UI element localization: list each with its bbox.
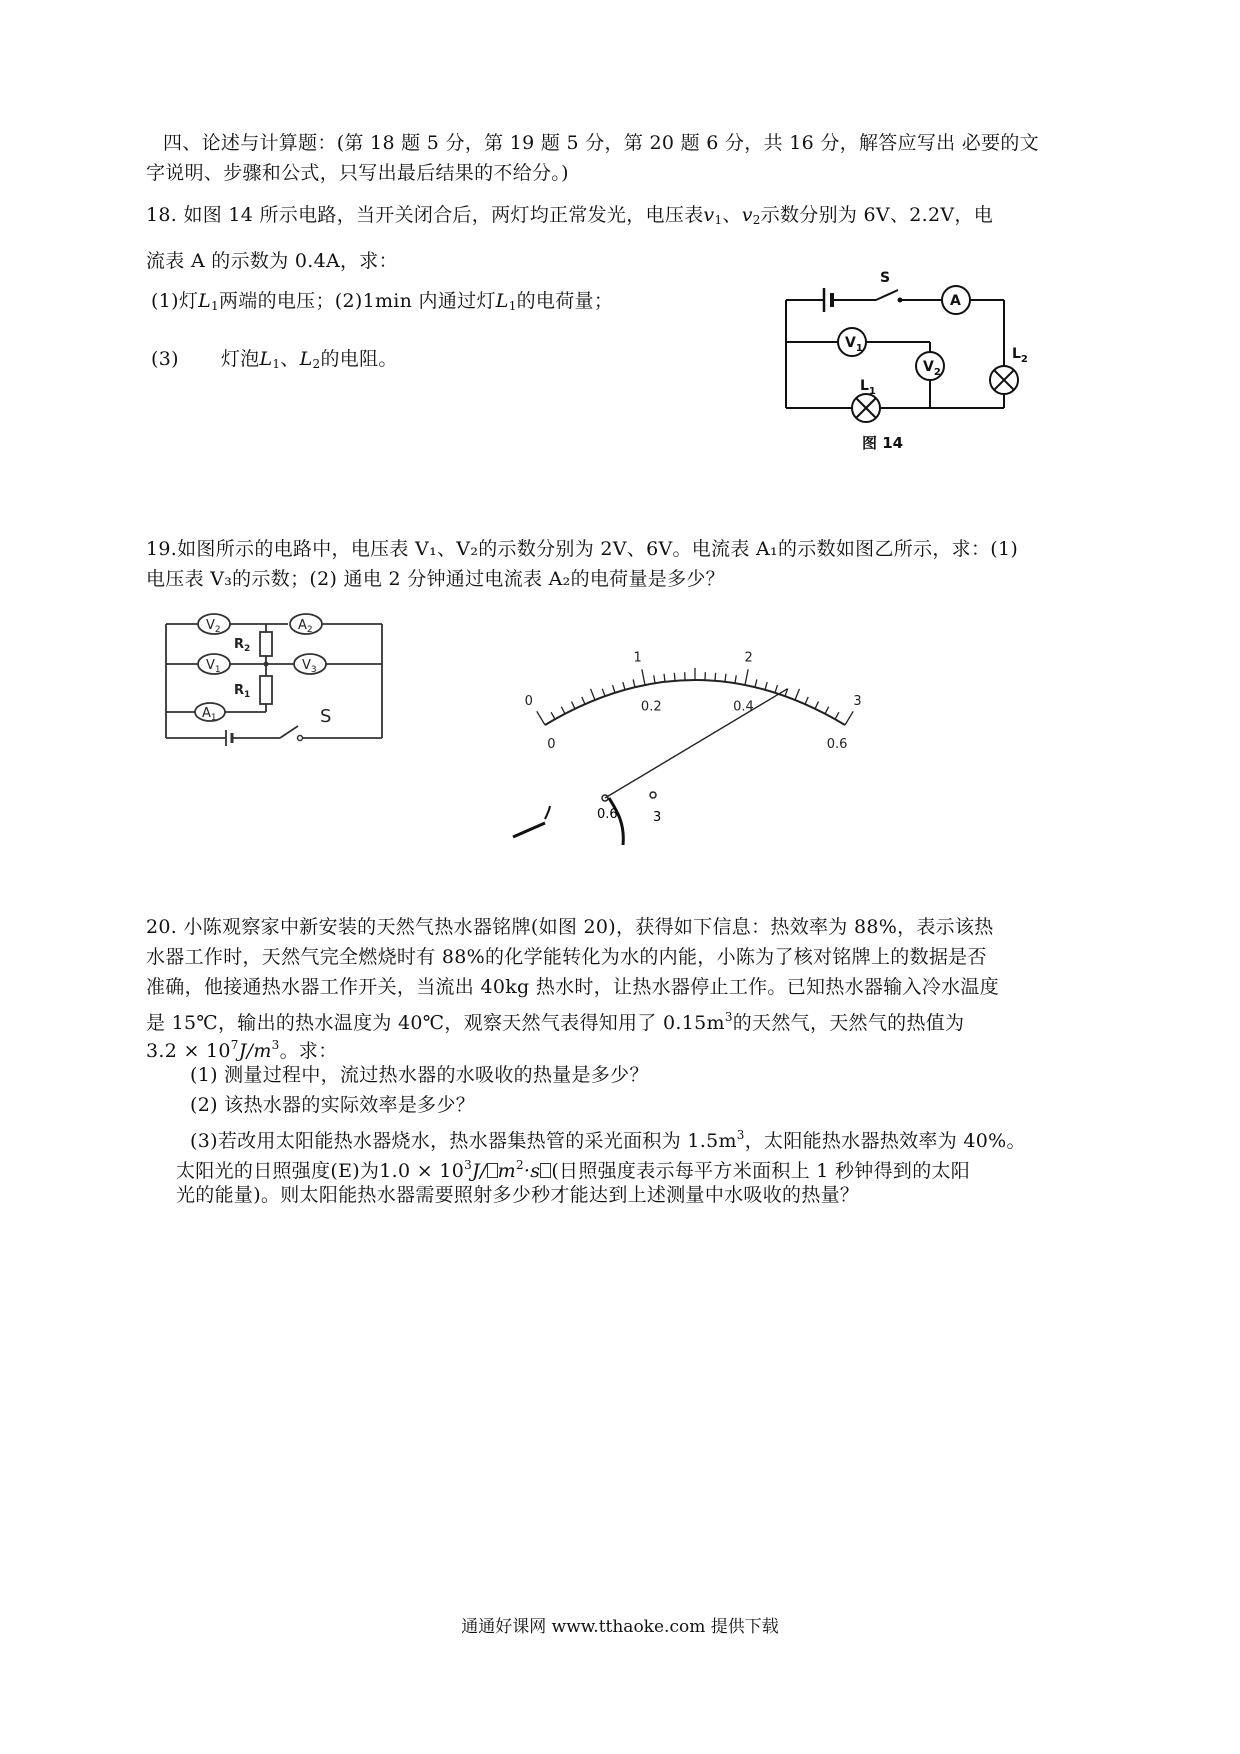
q19-r2-label: $R_2$ bbox=[234, 637, 251, 654]
q20-p3-line2-a: 太阳光的日照强度(E)为 bbox=[176, 1160, 380, 1182]
q18-text-a: 18. 如图 14 所示电路，当开关闭合后，两灯均正常发光，电压表 bbox=[146, 204, 704, 226]
q18-p3-mid: 、 bbox=[280, 348, 300, 370]
q19-line2: 电压表 V₃的示数；(2) 通电 2 分钟通过电流表 A₂的电荷量是多少？ bbox=[146, 568, 725, 590]
q20-intensity-unit-a: J/ bbox=[472, 1160, 487, 1182]
terminal-label-0-6: 0.6 bbox=[597, 807, 618, 822]
q20-line5 bbox=[146, 1032, 338, 1064]
dial-tick bbox=[633, 679, 635, 687]
page-footer: 通通好课网 www.tthaoke.com 提供下载 bbox=[461, 1617, 779, 1637]
q20-part3-line3: 光的能量)。则太阳能热水器需要照射多少秒才能达到上述测量中水吸收的热量？ bbox=[176, 1184, 860, 1206]
q19-line1: 19.如图所示的电路中，电压表 V₁、V₂的示数分别为 2V、6V。电流表 A₁的示数如图乙所示，求：(1) bbox=[146, 538, 1019, 560]
q18-p3-b: 的电阻。 bbox=[320, 348, 398, 370]
dial-tick bbox=[654, 675, 655, 683]
dial-tick bbox=[551, 712, 555, 719]
dial-inner-label: 0.4 bbox=[733, 699, 754, 715]
q20-heat-value: 3.2 × 10 bbox=[146, 1040, 231, 1062]
q20-p3-b: ，太阳能热水器热效率为 40%。 bbox=[744, 1130, 1026, 1152]
q20-intensity: 1.0 × 10 bbox=[379, 1160, 465, 1182]
q18-v1-sub: 1 bbox=[714, 213, 723, 227]
q20-p3-line2-b: (日照强度表示每平方米面积上 1 秒钟得到的太阳 bbox=[551, 1160, 971, 1182]
dial-tick bbox=[735, 675, 736, 683]
q19-a2-label: $A_2$ bbox=[298, 618, 313, 635]
dial-outer-label: 1 bbox=[633, 650, 642, 666]
q18-L1-symbol: L bbox=[198, 290, 212, 312]
q18-v2-symbol: v bbox=[741, 204, 753, 226]
dial-tick bbox=[745, 669, 748, 685]
dial-tick bbox=[664, 674, 665, 682]
dial-pointer bbox=[605, 689, 788, 798]
dial-tick bbox=[561, 707, 565, 714]
q20-part1: (1) 测量过程中，流过热水器的水吸收的热量是多少？ bbox=[190, 1064, 649, 1086]
q20-part2: (2) 该热水器的实际效率是多少？ bbox=[190, 1094, 476, 1116]
q18-L1b-symbol: L bbox=[495, 290, 509, 312]
q20-intensity-unit-c: ·s bbox=[523, 1160, 541, 1182]
q20-heat-value-unit-exp: 3 bbox=[271, 1038, 280, 1052]
fig14-lamp2-label: $L_2$ bbox=[1012, 346, 1028, 365]
dial-tick bbox=[805, 697, 808, 704]
q20-heat-value-exp: 7 bbox=[230, 1038, 239, 1052]
q20-part3-line1 bbox=[190, 1122, 1026, 1154]
q18-part-3 bbox=[151, 346, 398, 377]
q18-v1-symbol: v bbox=[703, 204, 715, 226]
q19-r1-label: $R_1$ bbox=[234, 683, 251, 700]
q18-p3-L2: L bbox=[299, 348, 313, 370]
q18-p3-L1-sub: 1 bbox=[272, 357, 281, 371]
q19-v2-label: $V_2$ bbox=[206, 618, 221, 635]
q18-p3-L1: L bbox=[259, 348, 273, 370]
q20-p3-a: (3)若改用太阳能热水器烧水，热水器集热管的采光面积为 1.5m bbox=[190, 1130, 737, 1152]
dial-outer-label: 3 bbox=[853, 693, 862, 709]
q20-part3-line2 bbox=[176, 1152, 970, 1184]
fig14-caption: 图 14 bbox=[862, 434, 904, 452]
q19-v1-label: $V_1$ bbox=[206, 658, 221, 675]
q18-parts-1-2 bbox=[151, 288, 613, 319]
fig14-v2-label: $V_2$ bbox=[923, 359, 941, 378]
dial-tick bbox=[765, 682, 767, 690]
dial-outer-label: 0 bbox=[524, 693, 533, 709]
dial-tick bbox=[825, 707, 829, 714]
dial-tick bbox=[835, 712, 839, 719]
dial-tick bbox=[815, 702, 818, 709]
q20-line1: 20. 小陈观察家中新安装的天然气热水器铭牌(如图 20)，获得如下信息：热效率为 88%，表示该热 bbox=[146, 916, 994, 938]
q20-line5-b: 。求： bbox=[279, 1040, 338, 1062]
dial-tick bbox=[795, 689, 799, 700]
q18-p3-L2-sub: 2 bbox=[312, 357, 321, 371]
q18-sep: 、 bbox=[722, 204, 742, 226]
q18-line2: 流表 A 的示数为 0.4A，求： bbox=[146, 250, 398, 272]
dial-inner-label: 0.2 bbox=[640, 699, 662, 715]
q20-unit-box-2 bbox=[540, 1163, 551, 1178]
q20-line2: 水器工作时，天然气完全燃烧时有 88%的化学能转化为水的内能，小陈为了核对铭牌上的数据是否 bbox=[146, 946, 987, 968]
q20-line3: 准确，他接通热水器工作开关，当流出 40kg 热水时，让热水器停止工作。已知热水器输入冷水温度 bbox=[146, 976, 1000, 998]
terminal-3 bbox=[650, 792, 656, 798]
dial-inner-label: 0 bbox=[547, 737, 556, 753]
dial-tick bbox=[623, 682, 625, 690]
figure-14 bbox=[770, 248, 1030, 458]
dial-tick bbox=[572, 702, 575, 709]
fig14-ammeter-label: A bbox=[950, 293, 961, 309]
dial-inner-label: 0.6 bbox=[826, 737, 848, 753]
q20-line4-a: 是 15℃，输出的热水温度为 40℃，观察天然气表得知用了 0.15m bbox=[146, 1012, 725, 1034]
dial-tick bbox=[602, 689, 605, 697]
q20-intensity-unit-exp: 2 bbox=[515, 1158, 524, 1172]
terminal-label-3: 3 bbox=[653, 810, 662, 825]
dial-mark-small bbox=[545, 806, 550, 819]
fig14-switch-label: S bbox=[880, 270, 891, 286]
q18-L1b-sub: 1 bbox=[508, 299, 517, 313]
q18-p1-b: 两端的电压；(2)1min 内通过灯 bbox=[218, 290, 496, 312]
q20-heat-value-unit: J/m bbox=[238, 1040, 272, 1062]
q18-p3-num: (3) bbox=[151, 348, 179, 370]
q20-line4-b: 的天然气，天然气的热值为 bbox=[732, 1012, 965, 1034]
q20-intensity-exp: 3 bbox=[464, 1158, 473, 1172]
q20-unit-box-1 bbox=[487, 1163, 498, 1178]
section-heading-line2: 字说明、步骤和公式，只写出最后结果的不给分。) bbox=[146, 162, 569, 184]
q18-line1 bbox=[146, 202, 993, 233]
q19-a1-label: $A_1$ bbox=[202, 706, 217, 723]
dial-tick bbox=[674, 673, 675, 681]
q19-switch-label: S bbox=[320, 706, 332, 727]
dial-outer-label: 2 bbox=[744, 650, 753, 666]
q20-p3-sup: 3 bbox=[736, 1128, 745, 1142]
q18-L1-sub: 1 bbox=[211, 299, 219, 313]
dial-tick bbox=[537, 711, 545, 725]
dial-tick bbox=[845, 711, 853, 725]
q18-text-b: 示数分别为 6V、2.2V，电 bbox=[760, 204, 993, 226]
q18-v2-sub: 2 bbox=[752, 213, 761, 227]
section-heading-line1: 四、论述与计算题：(第 18 题 5 分，第 19 题 5 分，第 20 题 6 分，共 16 分，解答应写出 必要的文 bbox=[163, 132, 1039, 154]
q20-intensity-unit-b: m bbox=[497, 1160, 516, 1182]
dial-mark-left bbox=[513, 823, 545, 837]
q19-v3-label: $V_3$ bbox=[302, 658, 317, 675]
dial-tick bbox=[642, 669, 645, 685]
dial-arc bbox=[545, 680, 845, 725]
q19-circuit bbox=[160, 612, 400, 754]
dial-tick bbox=[591, 689, 595, 700]
dial-tick bbox=[755, 679, 757, 687]
fig14-v1-label: $V_1$ bbox=[845, 335, 863, 354]
dial-tick bbox=[725, 674, 726, 682]
q18-p1-a: (1)灯 bbox=[151, 290, 199, 312]
q19-ammeter-dial bbox=[505, 615, 875, 845]
dial-tick bbox=[582, 697, 585, 704]
dial-tick bbox=[613, 685, 615, 693]
fig14-lamp1-label: $L_1$ bbox=[860, 378, 876, 397]
dial-tick bbox=[775, 685, 777, 693]
q18-p3-a: 灯泡 bbox=[220, 348, 260, 370]
q20-line4-sup: 3 bbox=[724, 1010, 733, 1024]
dial-tick bbox=[715, 673, 716, 681]
q18-p1-c: 的电荷量； bbox=[516, 290, 614, 312]
